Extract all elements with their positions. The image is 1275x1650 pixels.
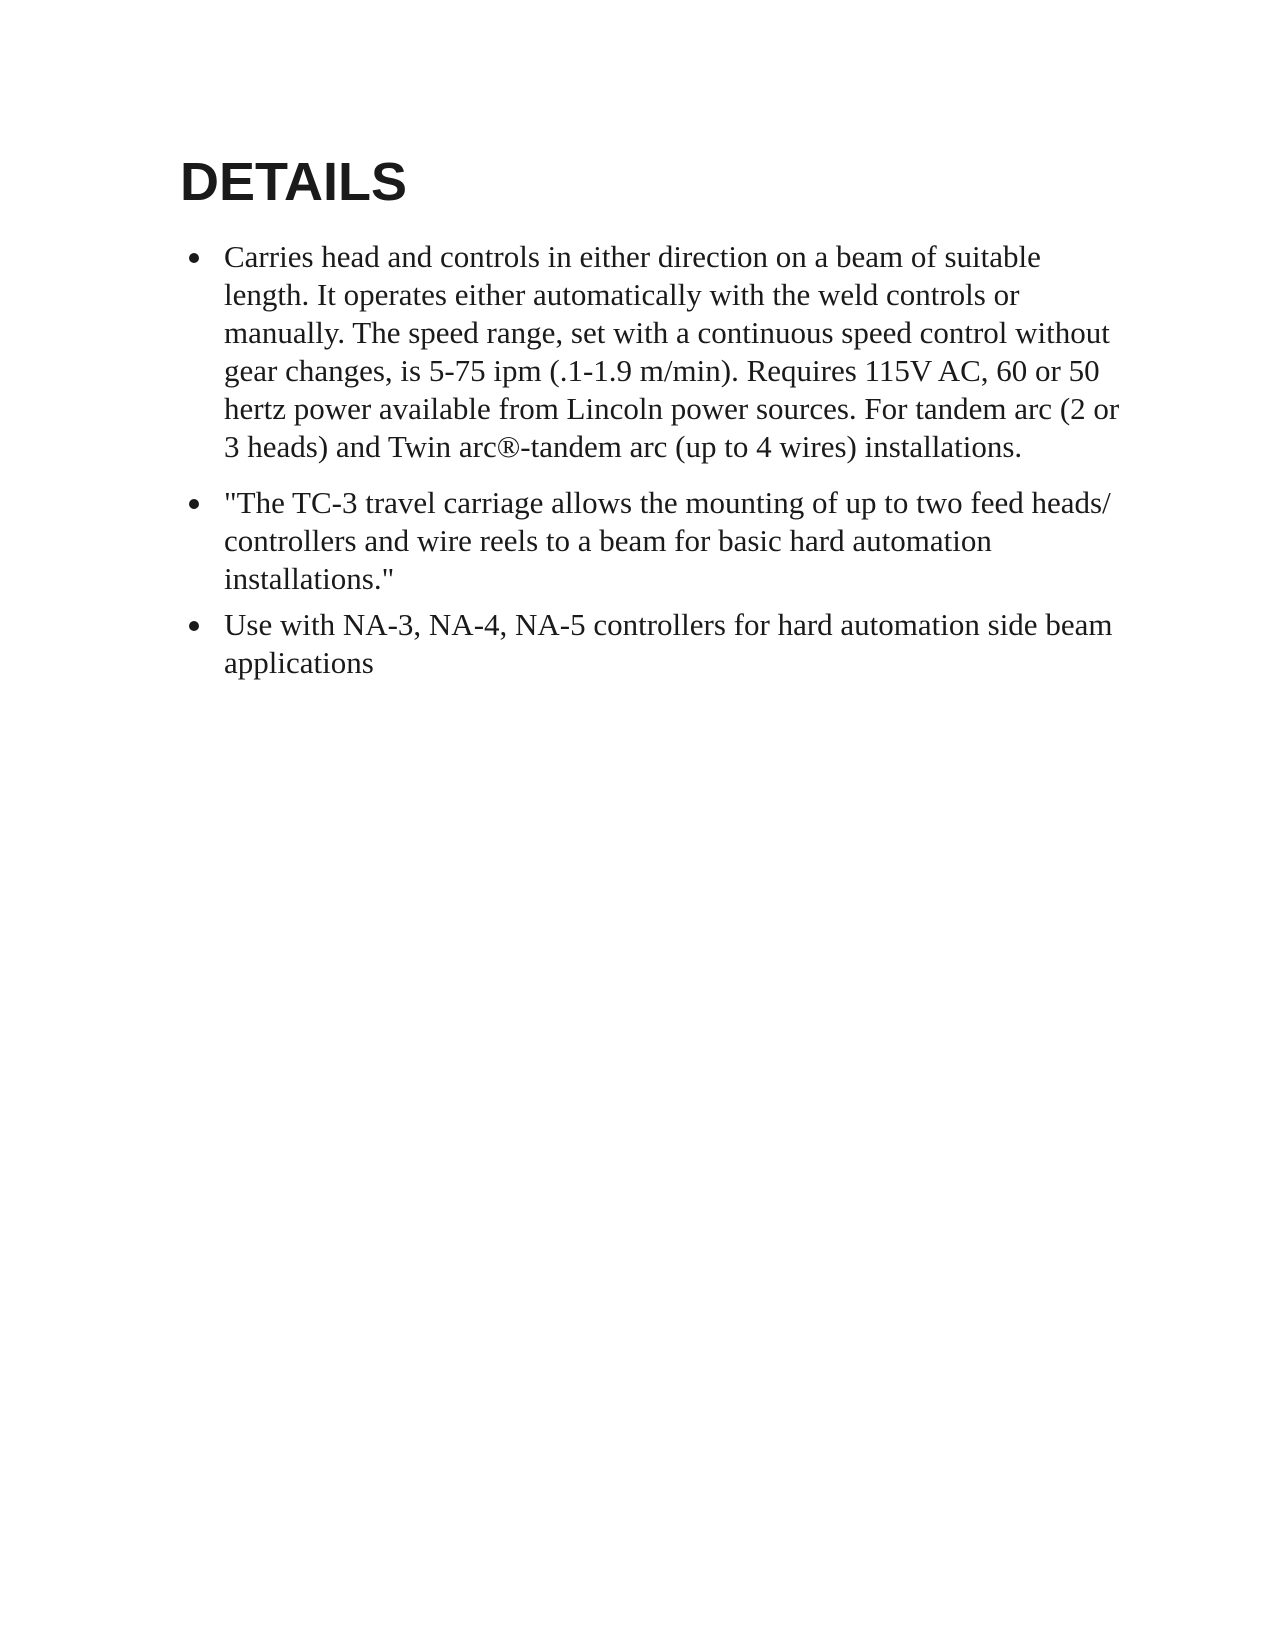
list-item bbox=[180, 606, 1120, 682]
page-title: DETAILS bbox=[180, 152, 407, 212]
bullet-text: Carries head and controls in either direction on a beam of suitable length. It operates either automatically with the weld controls or manually. The speed range, set with a continuous speed control without gear changes, is 5-75 ipm (.1-1.9 m/min). Requires 115V AC, 60 or 50 hertz power available from Lincoln power sources. For tandem arc (2 or 3 heads) and Twin arc®-tandem arc (up to 4 wires) installations. bbox=[224, 239, 1120, 464]
details-bullet-list bbox=[180, 238, 1120, 682]
bullet-text: "The TC-3 travel carriage allows the mounting of up to two feed heads/ controllers and wire reels to a beam for basic hard automation installations." bbox=[224, 485, 1111, 596]
list-item bbox=[180, 238, 1120, 466]
bullet-icon bbox=[189, 253, 199, 263]
bullet-icon bbox=[189, 621, 199, 631]
list-item bbox=[180, 484, 1120, 598]
bullet-text: Use with NA-3, NA-4, NA-5 controllers for hard automation side beam applications bbox=[224, 607, 1113, 680]
bullet-icon bbox=[189, 499, 199, 509]
